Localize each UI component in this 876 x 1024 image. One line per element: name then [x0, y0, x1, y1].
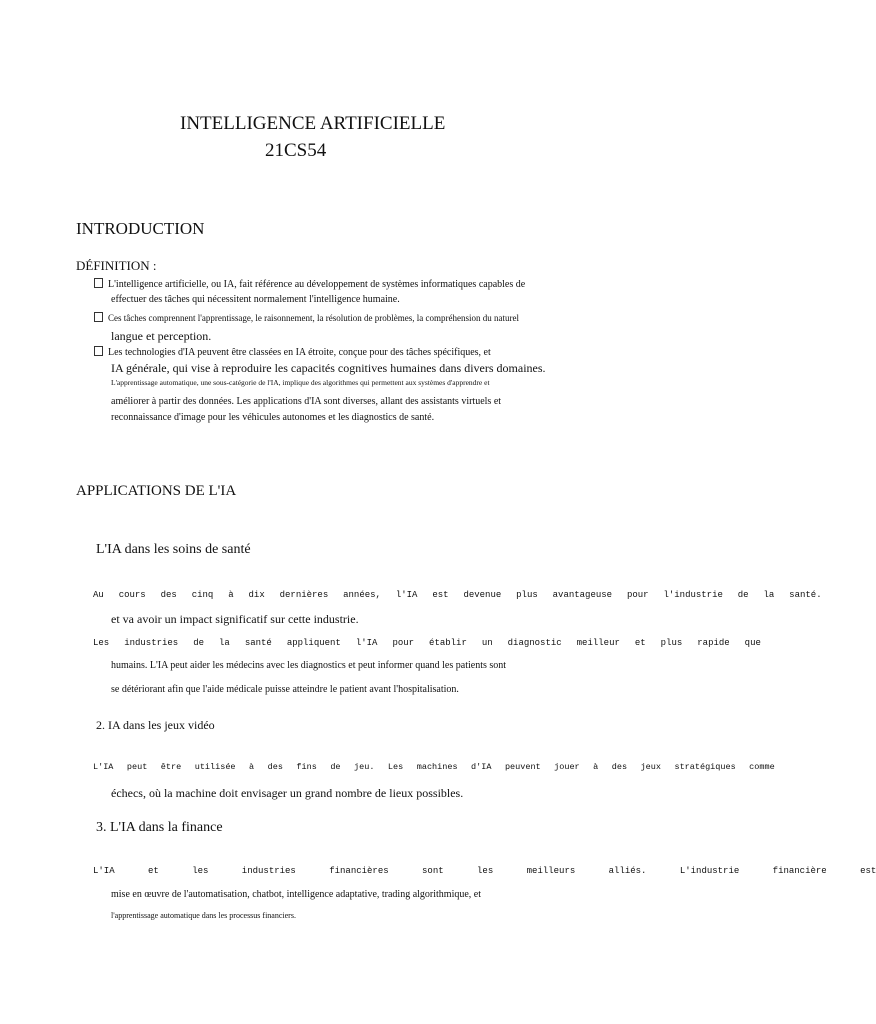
bullet-box-icon	[94, 278, 103, 288]
bullet-2-line-1: Ces tâches comprennent l'apprentissage, le raisonnement, la résolution de problèmes, la compréhension du naturel	[94, 312, 519, 323]
bullet-3-line-2: IA générale, qui vise à reproduire les capacités cognitives humaines dans divers domaines.	[111, 361, 546, 375]
introduction-heading: INTRODUCTION	[76, 219, 205, 238]
definition-label: DÉFINITION :	[76, 258, 157, 273]
finance-line-3: l'apprentissage automatique dans les processus financiers.	[111, 911, 296, 920]
health-line-5: se détériorant afin que l'aide médicale puisse atteindre le patient avant l'hospitalisation.	[111, 684, 459, 695]
bullet-3-line-5: reconnaissance d'image pour les véhicules autonomes et les diagnostics de santé.	[111, 412, 435, 423]
games-line-1: L'IA peut être utilisée à des fins de jeu. Les machines d'IA peuvent jouer à des jeux stratégiques comme	[93, 762, 775, 772]
finance-line-2: mise en œuvre de l'automatisation, chatbot, intelligence adaptative, trading algorithmique, et	[111, 889, 482, 900]
games-heading: 2. IA dans les jeux vidéo	[96, 718, 215, 732]
games-line-2: échecs, où la machine doit envisager un grand nombre de lieux possibles.	[111, 786, 464, 800]
bullet-1-line-1: L'intelligence artificielle, ou IA, fait référence au développement de systèmes informatiques capables de	[94, 278, 525, 290]
health-line-2: et va avoir un impact significatif sur cette industrie.	[111, 612, 359, 626]
applications-heading: APPLICATIONS DE L'IA	[76, 483, 237, 499]
health-heading: L'IA dans les soins de santé	[96, 542, 251, 557]
bullet-box-icon	[94, 346, 103, 356]
health-line-1: Au cours des cinq à dix dernières années, l'IA est devenue plus avantageuse pour l'industrie de la santé.	[93, 590, 822, 600]
bullet-2-line-2: langue et perception.	[111, 329, 212, 343]
bullet-1-line-2: effectuer des tâches qui nécessitent normalement l'intelligence humaine.	[111, 294, 400, 305]
finance-heading: 3. L'IA dans la finance	[96, 820, 223, 835]
bullet-3-line-4: améliorer à partir des données. Les applications d'IA sont diverses, allant des assistants virtuels et	[111, 396, 502, 407]
bullet-3-line-1: Les technologies d'IA peuvent être classées en IA étroite, conçue pour des tâches spécifiques, et	[94, 346, 491, 358]
course-code: 21CS54	[265, 140, 327, 161]
health-line-4: humains. L'IA peut aider les médecins avec les diagnostics et peut informer quand les patients sont	[111, 660, 507, 671]
bullet-box-icon	[94, 312, 103, 322]
finance-line-1: L'IA et les industries financières sont les meilleurs alliés. L'industrie financière est	[93, 866, 876, 876]
bullet-3-line-3: L'apprentissage automatique, une sous-catégorie de l'IA, implique des algorithmes qui permettent aux systèmes d'apprendre et	[111, 378, 490, 387]
document-title: INTELLIGENCE ARTIFICIELLE	[180, 113, 446, 134]
health-line-3: Les industries de la santé appliquent l'IA pour établir un diagnostic meilleur et plus rapide que	[93, 638, 761, 648]
